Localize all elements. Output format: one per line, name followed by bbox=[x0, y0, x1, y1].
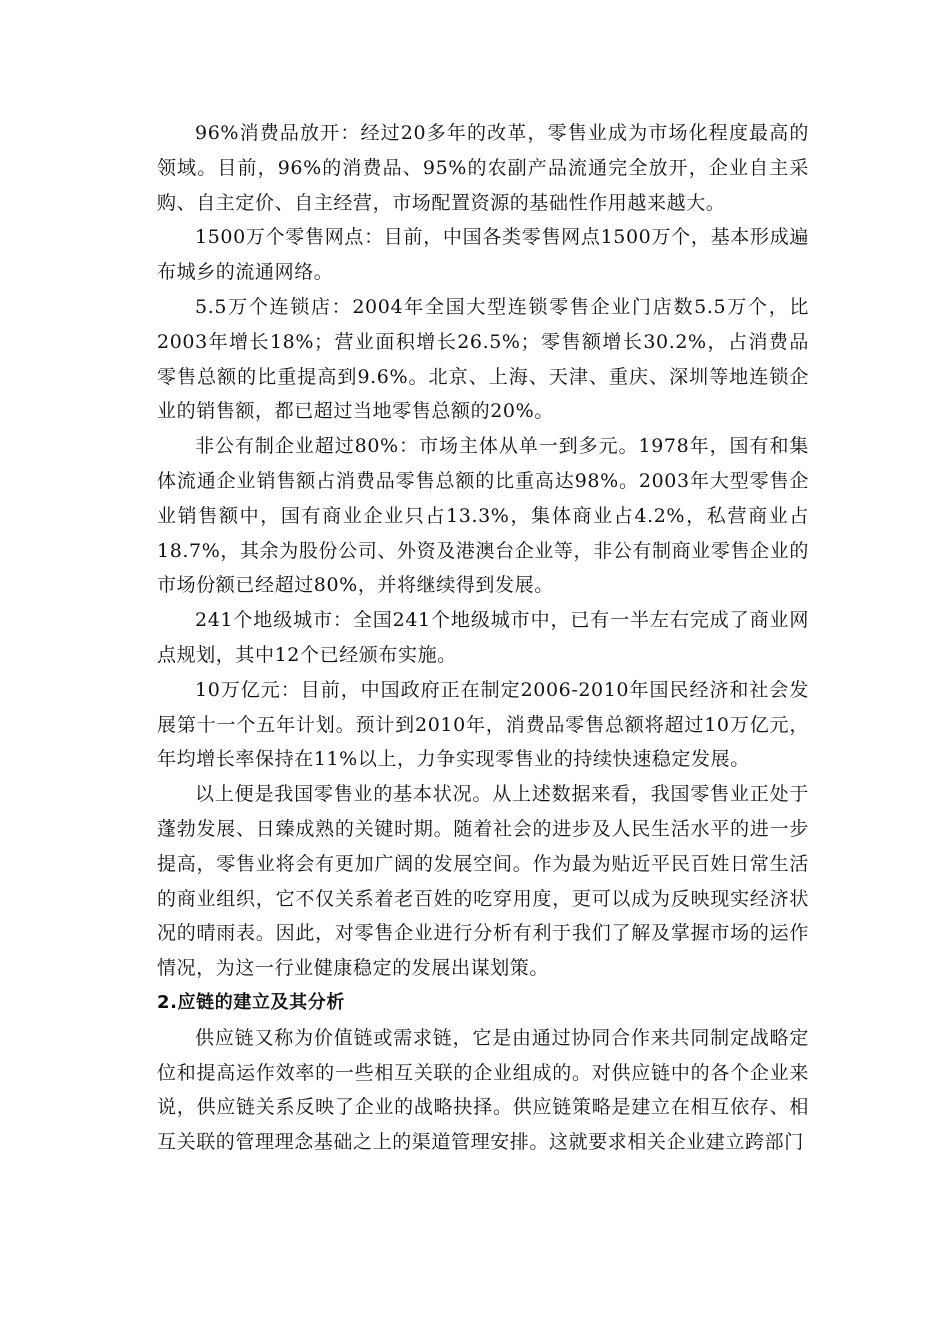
paragraph-prefecture-cities: 241个地级城市：全国241个地级城市中，已有一半左右完成了商业网点规划，其中12个已经颁布实施。 bbox=[157, 609, 809, 666]
paragraph-ten-trillion: 10万亿元：目前，中国政府正在制定2006-2010年国民经济和社会发展第十一个五年计划。预计到2010年，消费品零售总额将超过10万亿元，年均增长率保持在11%以上，力争实现零售业的持续快速稳定发展。 bbox=[157, 678, 809, 771]
paragraph-chain-stores: 5.5万个连锁店：2004年全国大型连锁零售企业门店数5.5万个，比2003年增长18%；营业面积增长26.5%；零售额增长30.2%，占消费品零售总额的比重提高到9.6%。北京、上海、天津、重庆、深圳等地连锁企业的销售额，都已超过当地零售总额的20%。 bbox=[157, 295, 809, 423]
document-body bbox=[157, 116, 809, 1160]
paragraph-summary: 以上便是我国零售业的基本状况。从上述数据来看，我国零售业正处于蓬勃发展、日臻成熟的关键时期。随着社会的进步及人民生活水平的进一步提高，零售业将会有更加广阔的发展空间。作为最为贴近平民百姓日常生活的商业组织，它不仅关系着老百姓的吃穿用度，更可以成为反映现实经济状况的晴雨表。因此，对零售企业进行分析有利于我们了解及掌握市场的运作情况，为这一行业健康稳定的发展出谋划策。 bbox=[157, 783, 809, 980]
paragraph-non-public-enterprises: 非公有制企业超过80%：市场主体从单一到多元。1978年，国有和集体流通企业销售额占消费品零售总额的比重高达98%。2003年大型零售企业销售额中，国有商业企业只占13.3%，集体商业占4.2%，私营商业占18.7%，其余为股份公司、外资及港澳台企业等，非公有制商业零售企业的市场份额已经超过80%，并将继续得到发展。 bbox=[157, 435, 809, 597]
paragraph-consumer-goods: 96%消费品放开：经过20多年的改革，零售业成为市场化程度最高的领域。目前，96%的消费品、95%的农副产品流通完全放开，企业自主采购、自主定价、自主经营，市场配置资源的基础性作用越来越大。 bbox=[157, 122, 809, 214]
paragraph-retail-outlets: 1500万个零售网点：目前，中国各类零售网点1500万个，基本形成遍布城乡的流通网络。 bbox=[157, 226, 809, 284]
section-heading: 2.应链的建立及其分析 bbox=[157, 991, 345, 1013]
paragraph-supply-chain: 供应链又称为价值链或需求链，它是由通过协同合作来共同制定战略定位和提高运作效率的一些相互关联的企业组成的。对供应链中的各个企业来说，供应链关系反映了企业的战略抉择。供应链策略是建立在相互依存、相互关联的管理理念基础之上的渠道管理安排。这就要求相关企业建立跨部门 bbox=[157, 1026, 809, 1154]
